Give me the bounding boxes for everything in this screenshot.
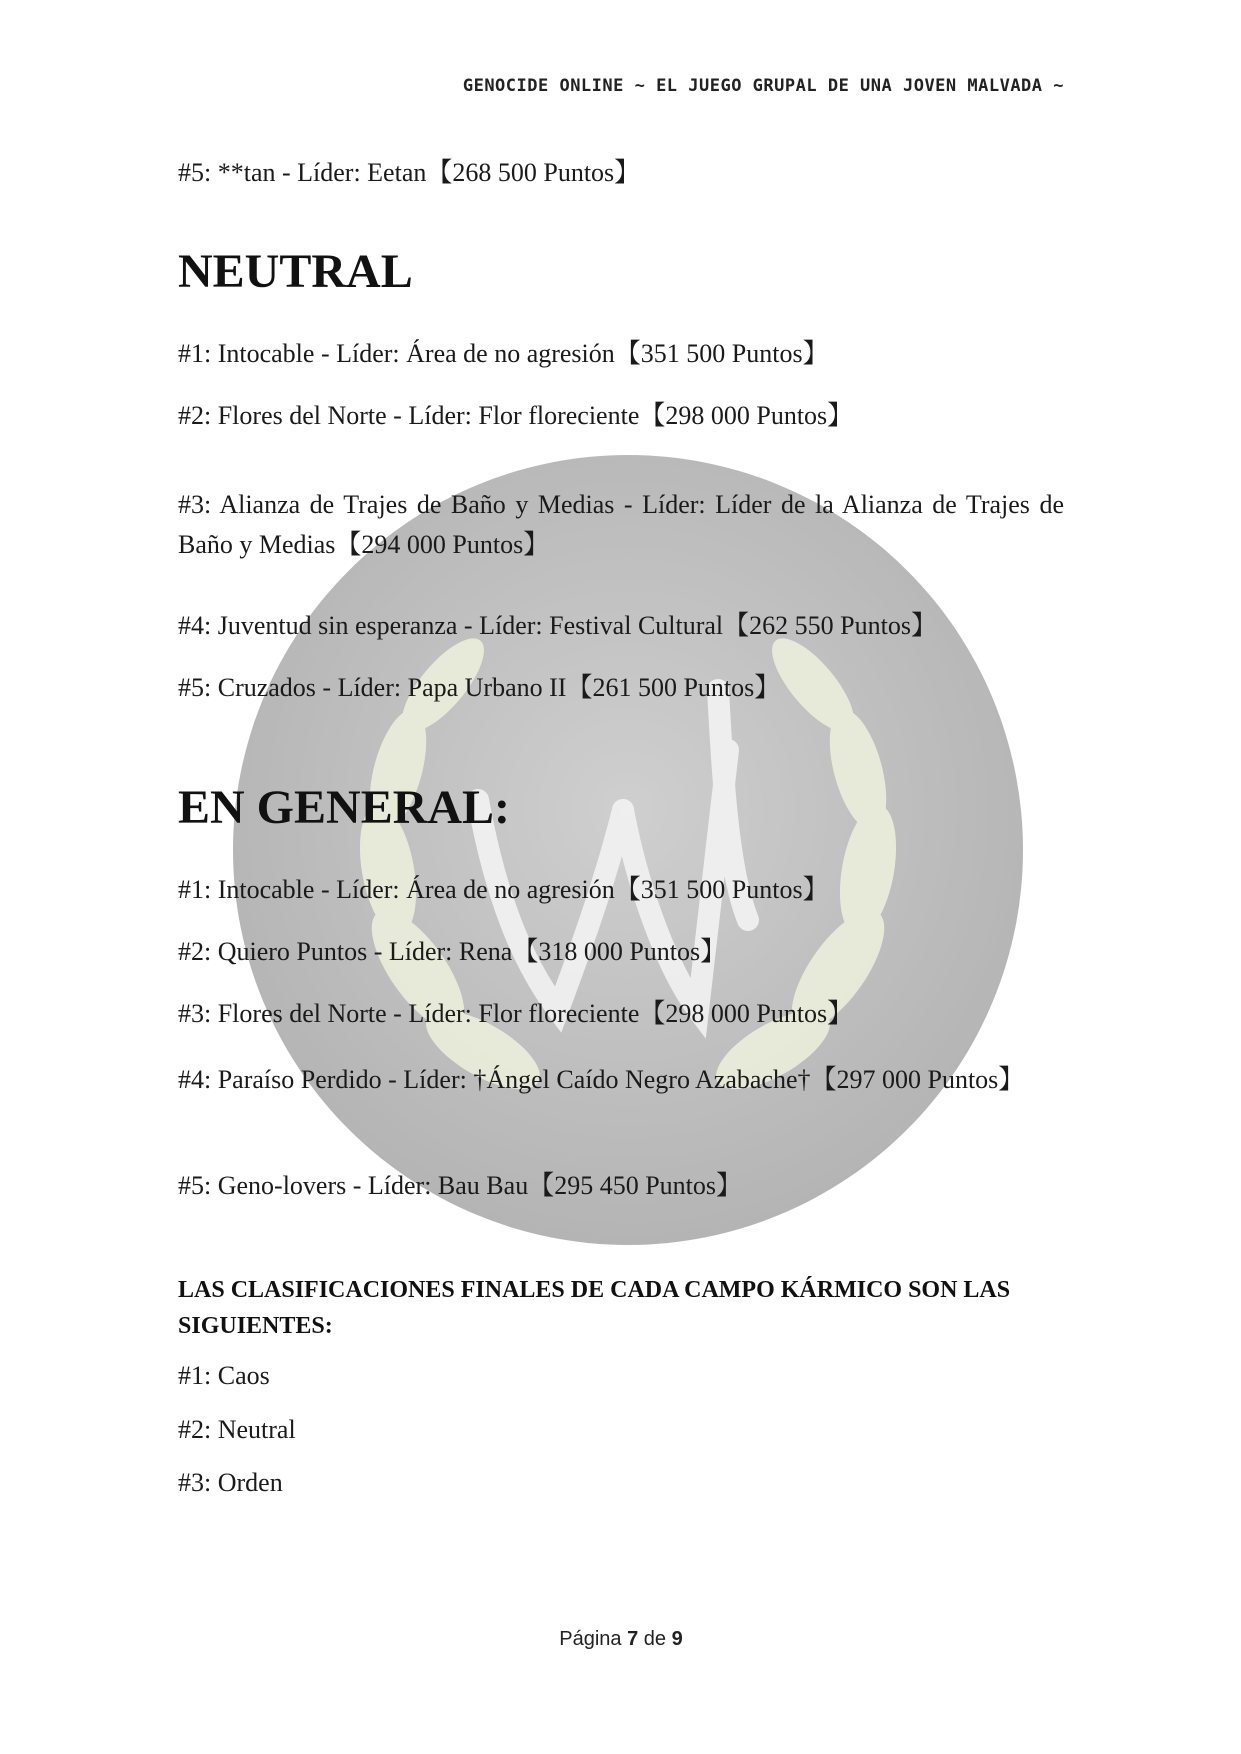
list-item: #3: Orden xyxy=(178,1468,283,1497)
document-page xyxy=(178,0,1064,1754)
section-title-neutral: NEUTRAL xyxy=(178,245,413,298)
footer-page-word: Página xyxy=(559,1628,622,1650)
list-item: #2: Neutral xyxy=(178,1415,296,1444)
section-title-general: EN GENERAL: xyxy=(178,781,511,834)
list-item: #1: Intocable - Líder: Área de no agresión【351 500 Puntos】 xyxy=(178,875,829,904)
list-item: #4: Juventud sin esperanza - Líder: Festival Cultural【262 550 Puntos】 xyxy=(178,611,937,640)
list-item: #2: Flores del Norte - Líder: Flor floreciente【298 000 Puntos】 xyxy=(178,401,854,430)
footer-of-word: de xyxy=(643,1628,667,1650)
list-item: #1: Caos xyxy=(178,1361,270,1390)
list-item: #2: Quiero Puntos - Líder: Rena【318 000 Puntos】 xyxy=(178,937,727,966)
total-page-count: 9 xyxy=(671,1628,683,1650)
list-item: #5: Geno-lovers - Líder: Bau Bau【295 450 Puntos】 xyxy=(178,1171,742,1200)
list-item: #4: Paraíso Perdido - Líder: †Ángel Caído Negro Azabache†【297 000 Puntos】 xyxy=(178,1065,1025,1094)
list-item: #3: Alianza de Trajes de Baño y Medias - Líder: Líder de la Alianza de Trajes de Baño y Medias【294 000 Puntos】 xyxy=(178,490,1064,559)
ranking-entry: #5: **tan - Líder: Eetan【268 500 Puntos】 xyxy=(178,158,641,187)
page-footer xyxy=(178,1628,1064,1651)
running-header: GENOCIDE ONLINE ~ EL JUEGO GRUPAL DE UNA JOVEN MALVADA ~ xyxy=(462,76,1064,96)
list-item: #5: Cruzados - Líder: Papa Urbano II【261 500 Puntos】 xyxy=(178,673,781,702)
list-item: #3: Flores del Norte - Líder: Flor floreciente【298 000 Puntos】 xyxy=(178,999,854,1028)
list-item: #1: Intocable - Líder: Área de no agresión【351 500 Puntos】 xyxy=(178,339,829,368)
current-page-number: 7 xyxy=(627,1628,639,1650)
karmic-classification-title: LAS CLASIFICACIONES FINALES DE CADA CAMPO KÁRMICO SON LAS SIGUIENTES: xyxy=(178,1277,1011,1339)
